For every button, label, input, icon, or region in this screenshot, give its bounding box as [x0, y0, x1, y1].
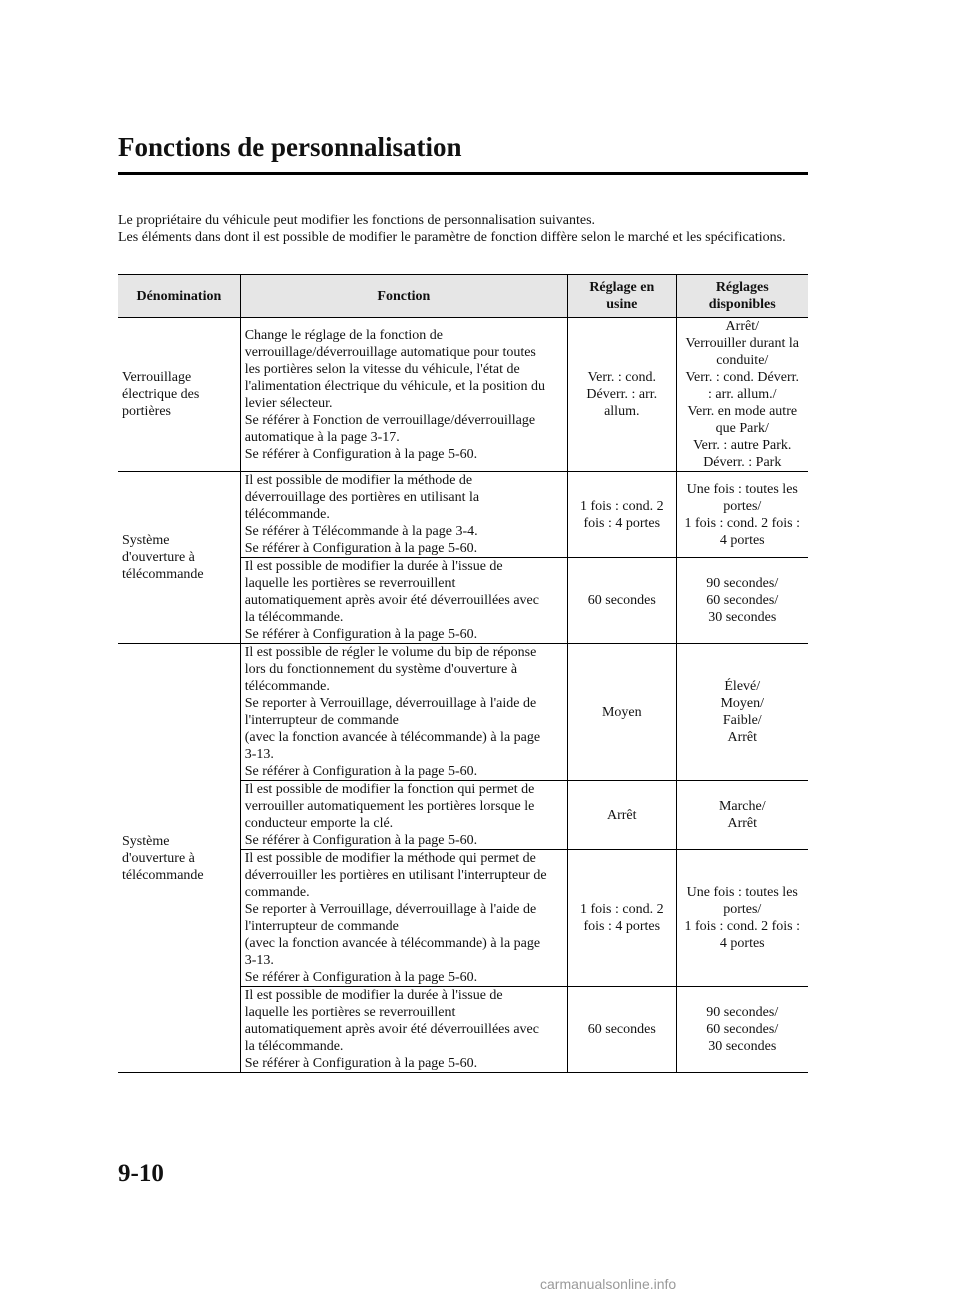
header-name: Dénomination	[118, 275, 240, 318]
available-settings-cell: 90 secondes/ 60 secondes/ 30 secondes	[676, 558, 808, 644]
row-name-cell: Système d'ouverture à télécommande	[118, 472, 240, 644]
header-function: Fonction	[240, 275, 567, 318]
factory-setting-cell: Verr. : cond. Déverr. : arr. allum.	[568, 318, 677, 472]
function-cell: Change le réglage de la fonction de verrouillage/déverrouillage automatique pour toutes les portières selon la vitesse du véhicule, l'état de l'alimentation électrique du véhicule, et la position du levier sélecteur. Se référer à Fonction de verrouillage/déverrouillage automatique à la page 3-17. Se référer à Configuration à la page 5-60.	[240, 318, 567, 472]
header-available-settings: Réglages disponibles	[676, 275, 808, 318]
function-cell: Il est possible de modifier la fonction qui permet de verrouiller automatiquement les portières lorsque le conducteur emporte la clé. Se référer à Configuration à la page 5-60.	[240, 781, 567, 850]
function-cell: Il est possible de modifier la méthode qui permet de déverrouiller les portières en utilisant l'interrupteur de commande. Se reporter à Verrouillage, déverrouillage à l'aide de l'interrupteur de commande (avec la fonction avancée à télécommande) à la page 3-13. Se référer à Configuration à la page 5-60.	[240, 850, 567, 987]
watermark-text: carmanualsonline.info	[540, 1276, 677, 1292]
available-settings-cell: Une fois : toutes les portes/ 1 fois : cond. 2 fois : 4 portes	[676, 850, 808, 987]
factory-setting-cell: Moyen	[568, 644, 677, 781]
available-settings-cell: 90 secondes/ 60 secondes/ 30 secondes	[676, 987, 808, 1073]
intro-text: Le propriétaire du véhicule peut modifier les fonctions de personnalisation suivantes. Les éléments dans dont il est possible de modifier le paramètre de fonction diffère selon le marché et les spécifications.	[118, 213, 786, 245]
available-settings-cell: Marche/ Arrêt	[676, 781, 808, 850]
table-row	[118, 644, 808, 781]
function-cell: Il est possible de régler le volume du bip de réponse lors du fonctionnement du système d'ouverture à télécommande. Se reporter à Verrouillage, déverrouillage à l'aide de l'interrupteur de commande (avec la fonction avancée à télécommande) à la page 3-13. Se référer à Configuration à la page 5-60.	[240, 644, 567, 781]
title-rule	[118, 172, 808, 175]
factory-setting-cell: 60 secondes	[568, 558, 677, 644]
available-settings-cell: Arrêt/ Verrouiller durant la conduite/ Verr. : cond. Déverr. : arr. allum./ Verr. en mode autre que Park/ Verr. : autre Park. Déverr. : Park	[676, 318, 808, 472]
factory-setting-cell: 60 secondes	[568, 987, 677, 1073]
function-cell: Il est possible de modifier la durée à l'issue de laquelle les portières se reverrouillent automatiquement après avoir été déverrouillées avec la télécommande. Se référer à Configuration à la page 5-60.	[240, 558, 567, 644]
page-title: Fonctions de personnalisation	[118, 132, 462, 162]
table-row	[118, 318, 808, 472]
factory-setting-cell: Arrêt	[568, 781, 677, 850]
customization-table	[118, 274, 808, 1073]
row-name-cell: Verrouillage électrique des portières	[118, 318, 240, 472]
table-row	[118, 472, 808, 558]
table-header-row	[118, 275, 808, 318]
available-settings-cell: Une fois : toutes les portes/ 1 fois : cond. 2 fois : 4 portes	[676, 472, 808, 558]
page-number: 9-10	[118, 1160, 164, 1187]
function-cell: Il est possible de modifier la méthode de déverrouillage des portières en utilisant la télécommande. Se référer à Télécommande à la page 3-4. Se référer à Configuration à la page 5-60.	[240, 472, 567, 558]
row-name-cell: Système d'ouverture à télécommande	[118, 644, 240, 1073]
available-settings-cell: Élevé/ Moyen/ Faible/ Arrêt	[676, 644, 808, 781]
function-cell: Il est possible de modifier la durée à l'issue de laquelle les portières se reverrouillent automatiquement après avoir été déverrouillées avec la télécommande. Se référer à Configuration à la page 5-60.	[240, 987, 567, 1073]
header-factory-setting: Réglage en usine	[568, 275, 677, 318]
factory-setting-cell: 1 fois : cond. 2 fois : 4 portes	[568, 850, 677, 987]
factory-setting-cell: 1 fois : cond. 2 fois : 4 portes	[568, 472, 677, 558]
